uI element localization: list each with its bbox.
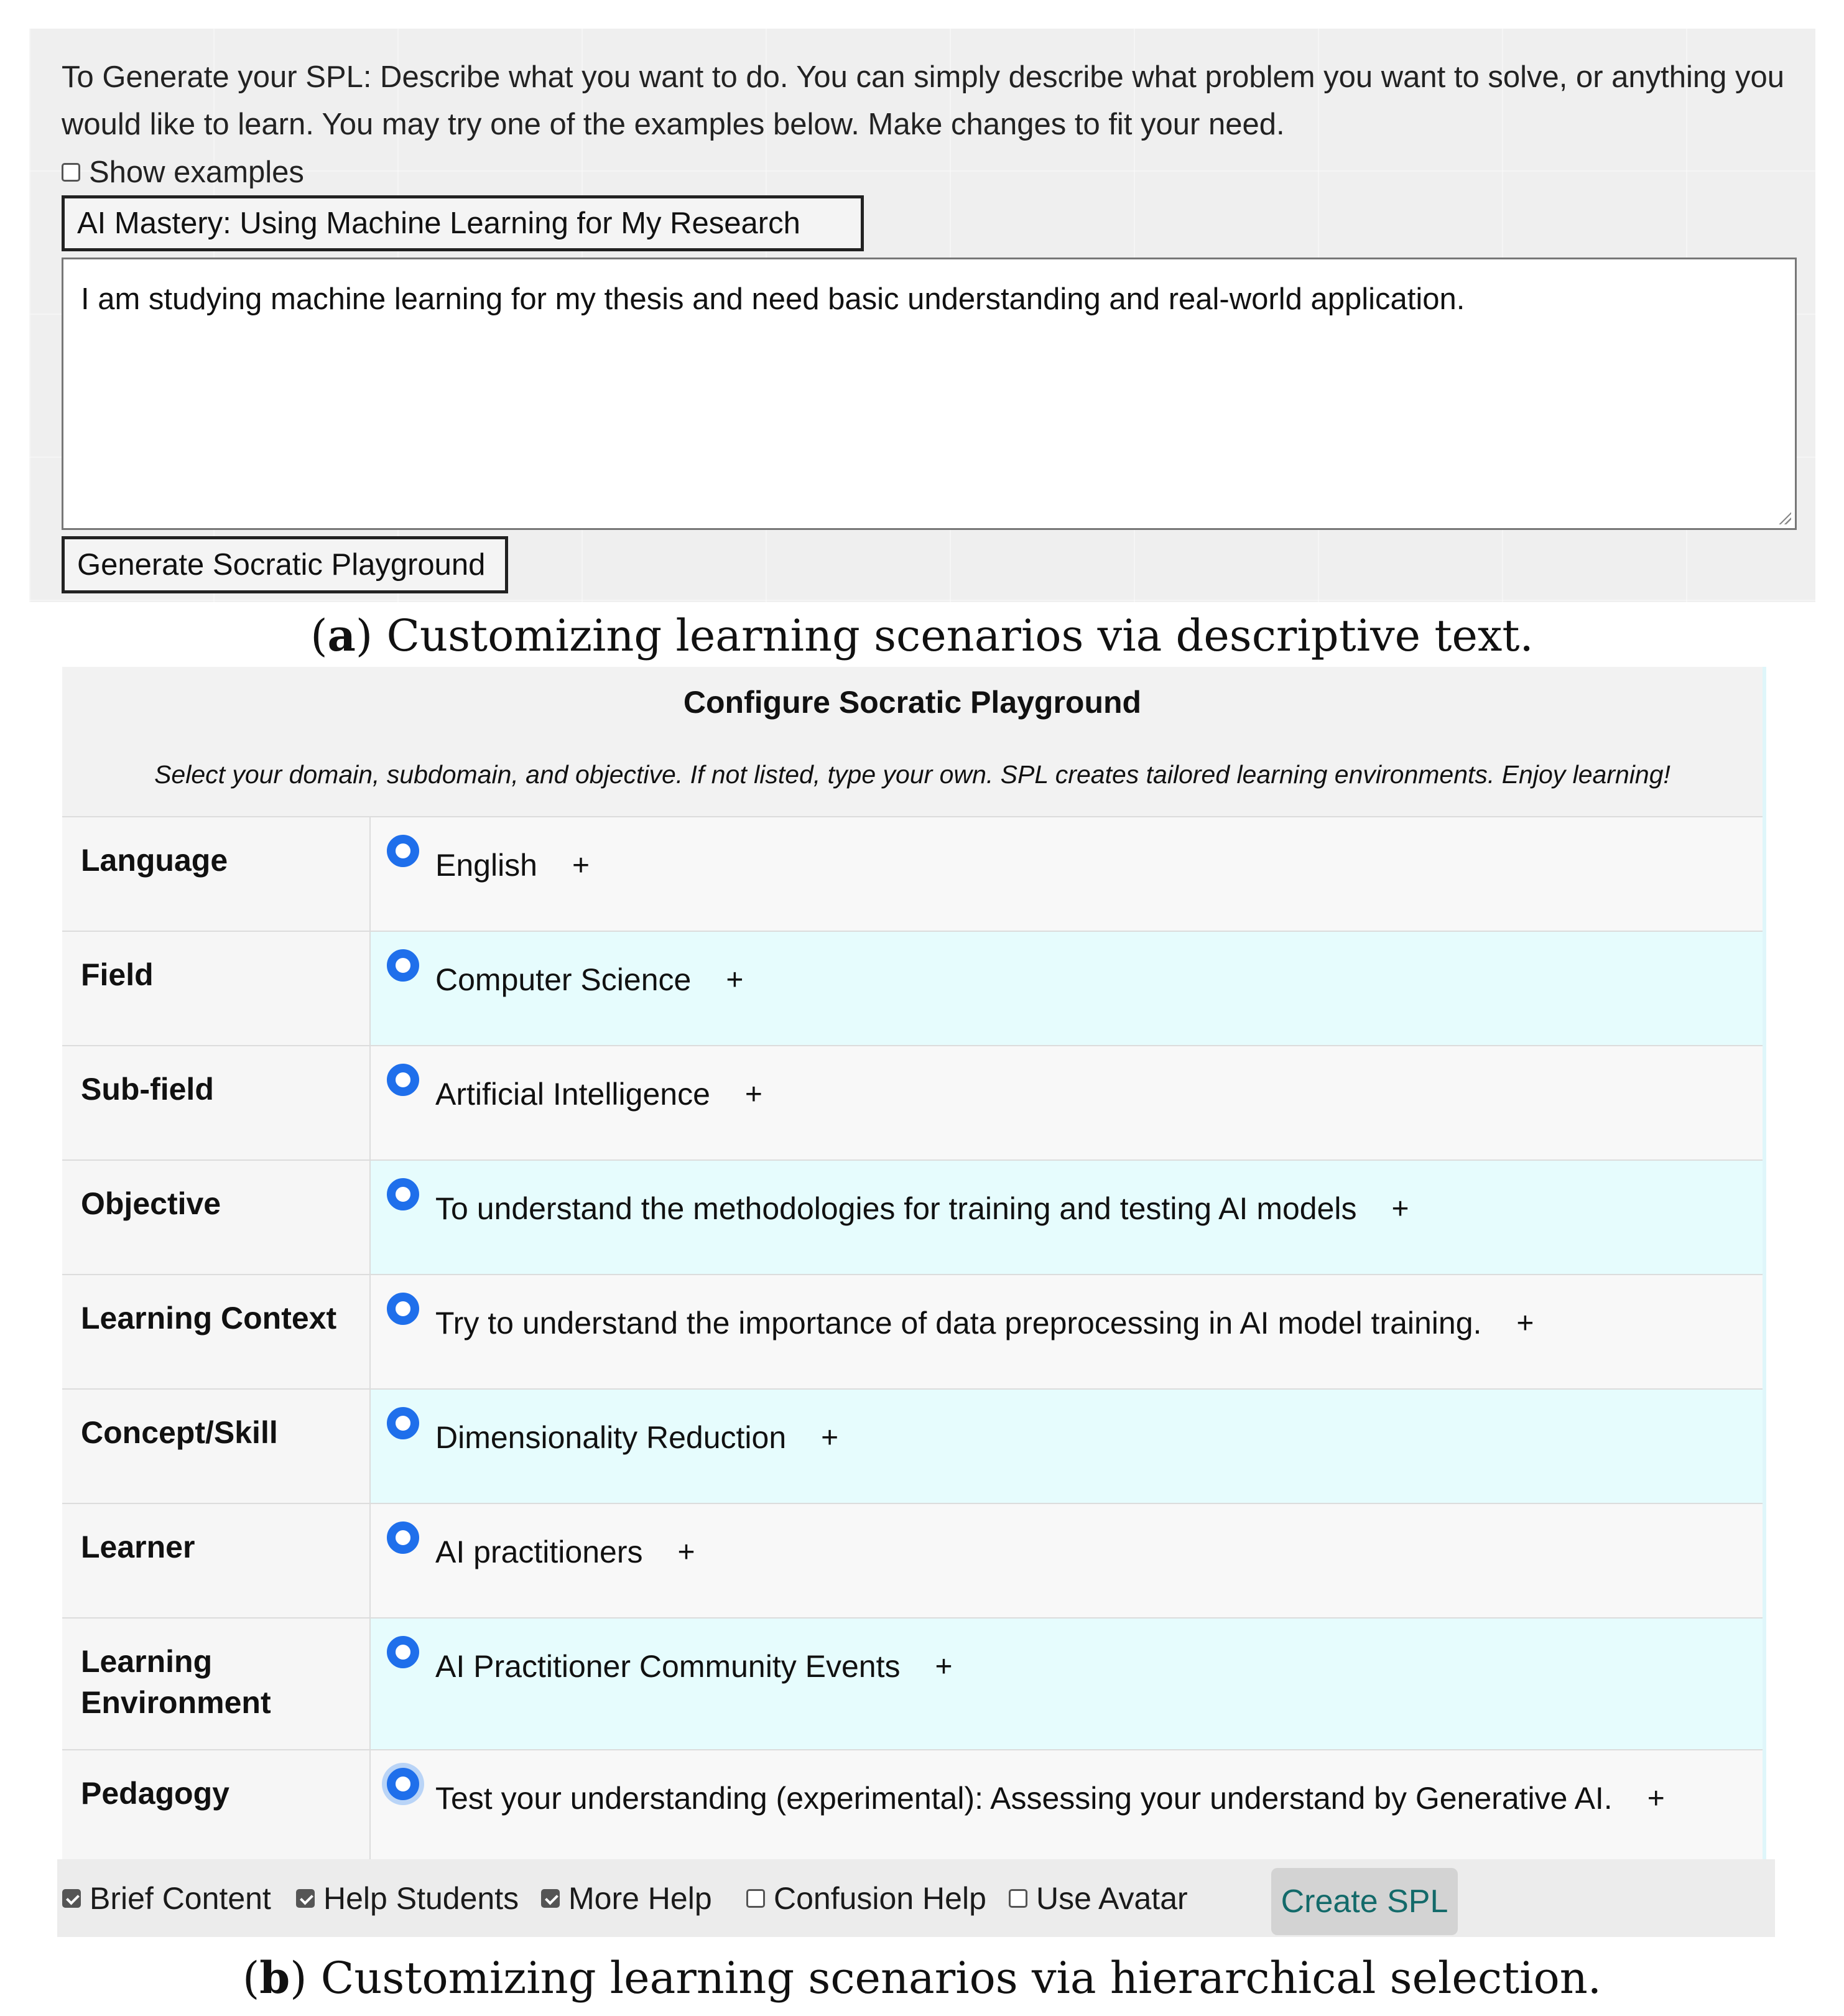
config-row-value	[370, 817, 1763, 931]
config-row-label: Objective	[62, 1160, 370, 1275]
caption-b: (b) Customizing learning scenarios via hierarchical selection.	[242, 1952, 1602, 2004]
option-help-students[interactable]	[296, 1859, 519, 1937]
config-row-label: Pedagogy	[62, 1750, 370, 1864]
show-examples-checkbox[interactable]	[62, 163, 80, 182]
config-row-value	[370, 1618, 1763, 1750]
resize-grip-icon[interactable]	[1777, 511, 1791, 524]
config-row-label: Learner	[62, 1503, 370, 1618]
config-option[interactable]	[387, 1773, 1763, 1816]
more-help-checkbox[interactable]	[541, 1889, 560, 1908]
config-option[interactable]	[387, 1412, 1763, 1456]
option-text: To understand the methodologies for training and testing AI models	[435, 1191, 1357, 1226]
instructions-text: To Generate your SPL: Describe what you want to do. You can simply describe what problem you want to solve, or anything you would like to learn. You may try one of the examples below. Make changes to fit your need.	[62, 60, 1785, 141]
config-row	[62, 1618, 1763, 1750]
config-row-value	[370, 931, 1763, 1046]
brief-content-checkbox[interactable]	[62, 1889, 81, 1908]
hierarchical-selection-panel	[62, 667, 1766, 1920]
show-examples-label: Show examples	[89, 156, 304, 189]
option-use-avatar[interactable]	[1009, 1859, 1188, 1937]
add-option-icon[interactable]: +	[821, 1421, 839, 1454]
description-textarea[interactable]	[62, 258, 1797, 530]
config-option[interactable]	[387, 1298, 1763, 1341]
config-row-value	[370, 1750, 1763, 1864]
caption-a: (a) Customizing learning scenarios via descriptive text.	[310, 610, 1534, 661]
options-bar	[57, 1859, 1775, 1937]
caption-b-text: Customizing learning scenarios via hierarchical selection.	[307, 1953, 1602, 2004]
selected-radio-icon[interactable]	[387, 1293, 419, 1325]
caption-a-letter: a	[327, 610, 356, 661]
generate-playground-button[interactable]: Generate Socratic Playground	[62, 536, 508, 593]
add-option-icon[interactable]: +	[744, 1078, 762, 1111]
selected-radio-icon[interactable]	[387, 1636, 419, 1668]
option-text: AI Practitioner Community Events	[435, 1649, 901, 1684]
config-row	[62, 1046, 1763, 1160]
add-option-icon[interactable]: +	[677, 1536, 695, 1569]
confusion-help-checkbox[interactable]	[746, 1889, 765, 1908]
config-option[interactable]	[387, 1641, 1763, 1684]
help-students-label: Help Students	[323, 1880, 519, 1916]
config-row	[62, 1160, 1763, 1275]
show-examples-toggle[interactable]	[62, 152, 304, 193]
add-option-icon[interactable]: +	[726, 964, 744, 996]
option-text: Test your understanding (experimental): Assessing your understand by Generative AI.	[435, 1781, 1613, 1816]
add-option-icon[interactable]: +	[1647, 1782, 1665, 1815]
config-option[interactable]	[387, 1069, 1763, 1112]
config-row	[62, 1275, 1763, 1389]
add-option-icon[interactable]: +	[1391, 1192, 1409, 1225]
add-option-icon[interactable]: +	[1516, 1307, 1534, 1340]
config-row-value	[370, 1160, 1763, 1275]
config-row	[62, 1503, 1763, 1618]
help-students-checkbox[interactable]	[296, 1889, 315, 1908]
selected-radio-icon[interactable]	[387, 835, 419, 867]
selected-radio-icon[interactable]	[387, 949, 419, 982]
config-subtitle: Select your domain, subdomain, and objective. If not listed, type your own. SPL creates tailored learning environments. Enjoy learning!	[154, 760, 1670, 789]
config-row	[62, 817, 1763, 931]
selected-radio-icon[interactable]	[387, 1521, 419, 1554]
caption-b-letter: b	[259, 1952, 290, 2004]
option-confusion-help[interactable]	[746, 1859, 986, 1937]
selected-radio-icon[interactable]	[387, 1064, 419, 1096]
config-row-value	[370, 1503, 1763, 1618]
config-row-label: Learning Environment	[62, 1618, 370, 1750]
config-row-label: Sub-field	[62, 1046, 370, 1160]
selected-radio-icon[interactable]	[387, 1768, 419, 1800]
selected-radio-icon[interactable]	[387, 1407, 419, 1439]
config-row	[62, 1750, 1763, 1864]
option-more-help[interactable]	[541, 1859, 712, 1937]
config-row	[62, 1389, 1763, 1503]
config-row-label: Concept/Skill	[62, 1389, 370, 1503]
example-ai-mastery-button[interactable]: AI Mastery: Using Machine Learning for My Research	[62, 195, 864, 251]
config-table	[62, 816, 1763, 1864]
option-text: Computer Science	[435, 962, 692, 997]
config-row-value	[370, 1046, 1763, 1160]
config-row-label: Field	[62, 931, 370, 1046]
add-option-icon[interactable]: +	[935, 1650, 953, 1683]
config-row	[62, 931, 1763, 1046]
confusion-help-label: Confusion Help	[774, 1880, 986, 1916]
more-help-label: More Help	[568, 1880, 712, 1916]
descriptive-text-panel	[29, 29, 1815, 602]
config-title: Configure Socratic Playground	[683, 685, 1142, 720]
option-text: Dimensionality Reduction	[435, 1420, 787, 1455]
option-text: English	[435, 848, 537, 883]
use-avatar-checkbox[interactable]	[1009, 1889, 1027, 1908]
config-row-value	[370, 1389, 1763, 1503]
selected-radio-icon[interactable]	[387, 1178, 419, 1210]
config-option[interactable]	[387, 1183, 1763, 1227]
description-text: I am studying machine learning for my thesis and need basic understanding and real-world application.	[81, 282, 1465, 316]
config-option[interactable]	[387, 954, 1763, 998]
option-text: Artificial Intelligence	[435, 1077, 710, 1112]
config-row-label: Language	[62, 817, 370, 931]
caption-a-text: Customizing learning scenarios via descriptive text.	[373, 610, 1534, 661]
brief-content-label: Brief Content	[90, 1880, 271, 1916]
config-option[interactable]	[387, 840, 1763, 883]
config-row-label: Learning Context	[62, 1275, 370, 1389]
config-row-value	[370, 1275, 1763, 1389]
option-text: Try to understand the importance of data preprocessing in AI model training.	[435, 1306, 1482, 1340]
create-spl-button[interactable]: Create SPL	[1271, 1868, 1458, 1935]
option-brief-content[interactable]	[62, 1859, 271, 1937]
option-text: AI practitioners	[435, 1535, 643, 1569]
add-option-icon[interactable]: +	[572, 849, 590, 882]
use-avatar-label: Use Avatar	[1036, 1880, 1188, 1916]
config-option[interactable]	[387, 1526, 1763, 1570]
